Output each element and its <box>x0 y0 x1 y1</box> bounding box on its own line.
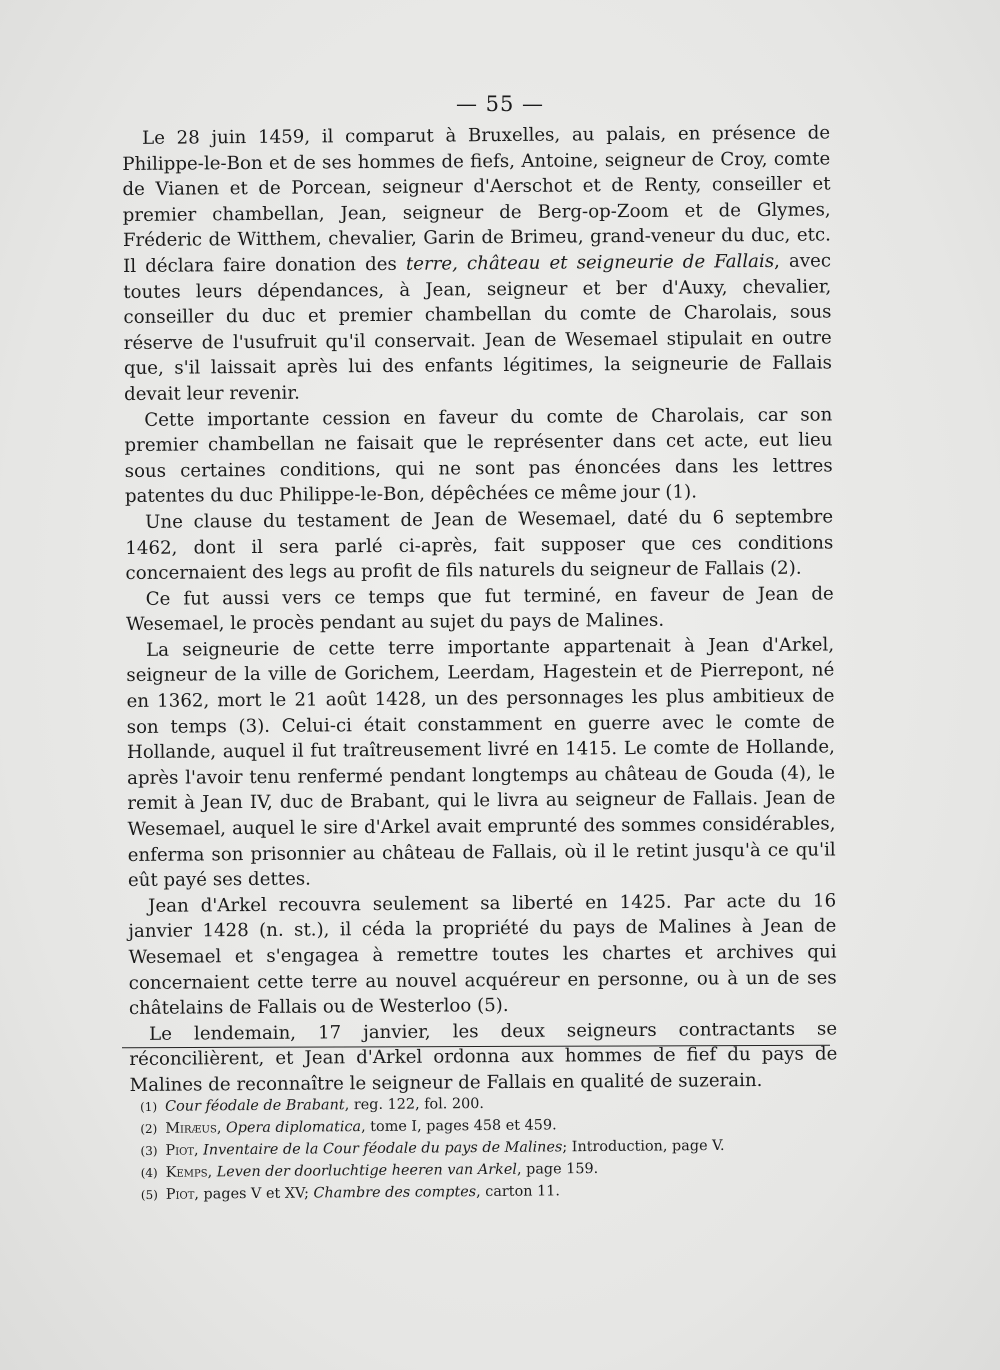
italic-text-run: Opera diplomatica <box>225 1119 362 1137</box>
paragraph <box>126 581 834 638</box>
author-name: Piot <box>165 1142 195 1159</box>
text-run: , tome I, pages 458 et 459. <box>360 1117 557 1136</box>
italic-text-run: Inventaire de la Cour féodale du pays de Malines <box>203 1139 563 1159</box>
paragraph <box>124 402 833 510</box>
footnotes <box>140 1090 821 1206</box>
paragraph <box>126 632 836 893</box>
text-run: , <box>193 1142 204 1159</box>
paragraph <box>128 888 837 1022</box>
text-run: , reg. 122, fol. 200. <box>344 1095 485 1114</box>
author-name: Miræus <box>165 1120 217 1137</box>
text-run: ; Introduction, page V. <box>562 1137 725 1156</box>
text-run: , page 159. <box>516 1161 599 1178</box>
body-text <box>122 120 838 1098</box>
text-run: Une clause du testament de Jean de Wesemael, daté du 6 septembre 1462, dont il sera parlé ci-après, fait supposer que ces conditions concernaient des legs au profit de fils naturels du seigneur de Fallais (2). <box>125 506 834 585</box>
author-name: Piot <box>165 1186 195 1203</box>
italic-text-run: Cour féodale de Brabant <box>165 1097 345 1115</box>
footnote-mark: (5) <box>140 1187 158 1202</box>
text-run: Cette importante cession en faveur du comte de Charolais, car son premier chambellan ne faisait que le représenter dans cet acte, eut lieu sous certaines conditions, qui ne sont pas énoncées dans les lettres patentes du duc Philippe-le-Bon, dépêchées ce même jour (1). <box>124 403 833 508</box>
text-run: La seigneurie de cette terre importante appartenait à Jean d'Arkel, seigneur de la ville de Gorichem, Leerdam, Hagestein et de Pierrepont, né en 1362, mort le 21 août 1428, un des personnages les plus ambitieux de son temps (3). Celui-ci était constamment en guerre avec le comte de Hollande, auquel il fut traîtreusement livré en 1415. Le comte de Hollande, après l'avoir tenu renfermé pendant longtemps au château de Gouda (4), le remit à Jean IV, duc de Brabant, qui le livra au seigneur de Fallais. Jean de Wesemael, auquel le sire d'Arkel avait emprunté des sommes considérables, enferma son prisonnier au château de Fallais, où il le retint jusqu'à ce qu'il eût payé ses dettes. <box>126 634 836 892</box>
footnote-mark: (1) <box>140 1099 158 1114</box>
footnote-text <box>165 1093 484 1118</box>
footnote-mark: (2) <box>140 1121 158 1136</box>
footnote-text <box>166 1180 560 1205</box>
text-run: , carton 11. <box>476 1183 561 1201</box>
paragraph <box>125 504 834 586</box>
page-number: — 55 — <box>455 92 545 116</box>
text-run: Le 28 juin 1459, il comparut à Bruxelles, au palais, en présence de Philippe-le-Bon et de ses hommes de fiefs, Antoine, seigneur de Croy, comte de Vianen et de Porcean, seigneur d'Aerschot et de Renty, conseiller et premier chambellan, Jean, seigneur de Berg-op-Zoom et de Glymes, Fréderic de Witthem, chevalier, Garin de Brimeu, grand-veneur du duc, etc. Il déclara faire donation des <box>122 122 831 277</box>
text-run: Le lendemain, 17 janvier, les deux seigneurs contractants se réconcilièrent, et Jean d'Arkel ordonna aux hommes de fief du pays de Malines de reconnaître le seigneur de Fallais en qualité de suzerain. <box>129 1018 838 1096</box>
footnote-mark: (4) <box>140 1165 158 1180</box>
text-run: , <box>207 1164 217 1181</box>
text-run: , pages V et XV; <box>194 1185 314 1203</box>
paragraph <box>122 120 832 407</box>
italic-text-run: terre, château et seigneurie de Fallais <box>405 250 775 275</box>
author-name: Kemps <box>165 1164 208 1181</box>
text-run: Jean d'Arkel recouvra seulement sa liberté en 1425. Par acte du 16 janvier 1428 (n. st.), il céda la propriété du pays de Malines à Jean de Wesemael et s'engagea à remettre toutes les chartes et archives qui concernaient cette terre au nouvel acquéreur en personne, ou à un de ses châtelains de Fallais ou de Westerloo (5). <box>128 890 837 1020</box>
footnote <box>141 1178 821 1206</box>
italic-text-run: Leven der doorluchtige heeren van Arkel <box>216 1161 518 1181</box>
paragraph <box>129 1016 838 1098</box>
text-run: Ce fut aussi vers ce temps que fut terminé, en faveur de Jean de Wesemael, le procès pendant au sujet du pays de Malines. <box>125 583 834 636</box>
footnote-mark: (3) <box>140 1143 158 1158</box>
text-run: , avec toutes leurs dépendances, à Jean, seigneur et ber d'Auxy, chevalier, conseiller du duc et premier chambellan du comte de Charolais, sous réserve de l'usufruit qu'il conservait. Jean de Wesemael stipulait en outre que, s'il laissait après lui des enfants légitimes, la seigneurie de Fallais devait leur revenir. <box>123 250 832 405</box>
text-run: , <box>216 1120 227 1137</box>
italic-text-run: Chambre des comptes <box>313 1184 477 1202</box>
